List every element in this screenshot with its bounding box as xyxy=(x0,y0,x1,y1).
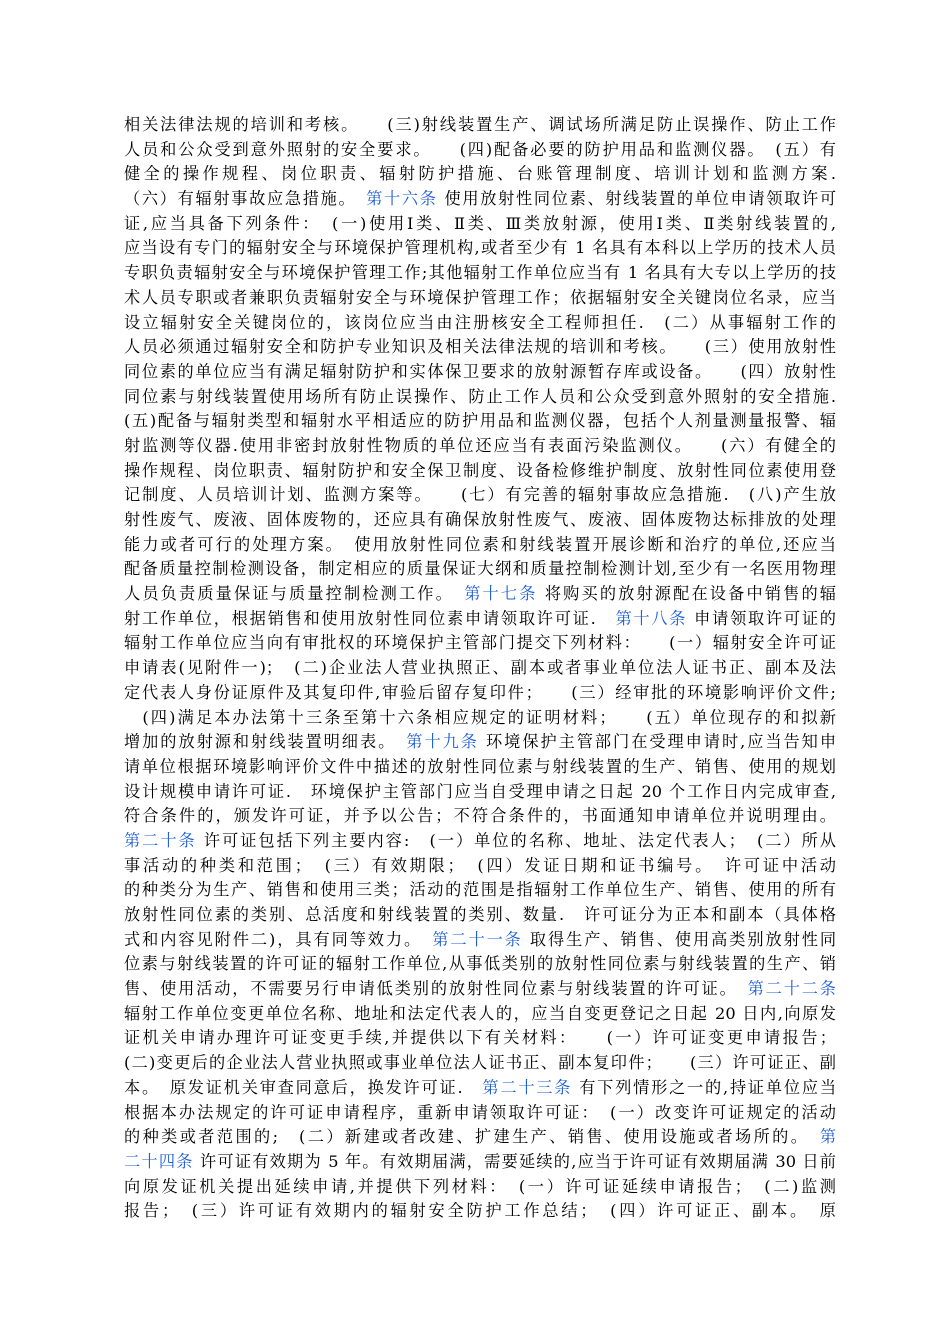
line-text: 符合条件的，颁发许可证，并予以公告；不符合条件的，书面通知申请单位并说明理由。 xyxy=(124,806,836,826)
line-text: 专职负责辐射安全与环境保护管理工作;其他辐射工作单位应当有 1 名具有大专以上学历的技 xyxy=(124,263,836,283)
text-line xyxy=(124,1026,836,1051)
text-line xyxy=(124,656,836,681)
line-text: 使用放射性同位素、射线装置的单位申请领取许可 xyxy=(437,189,836,209)
line-text: 放射性同位素的类别、总活度和射线装置的类别、数量. 许可证分为正本和副本（具体格 xyxy=(124,905,836,924)
text-line xyxy=(124,434,836,459)
text-line xyxy=(124,706,836,731)
text-line xyxy=(124,928,836,953)
text-line xyxy=(124,138,836,163)
article-number: 二十四条 xyxy=(124,1151,194,1171)
line-text: 记制度、人员培训计划、监测方案等。 (七）有完善的辐射事故应急措施. (八)产生放 xyxy=(124,485,836,505)
article-number: 第十六条 xyxy=(366,189,438,209)
line-text: 人员负责质量保证与质量控制检测工作。 xyxy=(124,584,465,604)
text-line xyxy=(124,385,836,410)
text-line xyxy=(124,1199,836,1224)
line-text: 位素与射线装置的许可证的辐射工作单位,从事低类别的放射性同位素与射线装置的生产、销 xyxy=(124,954,836,974)
text-line xyxy=(124,903,836,928)
line-text: 取得生产、销售、使用高类别放射性同 xyxy=(522,929,836,949)
text-line xyxy=(124,952,836,977)
line-text: 能力或者可行的处理方案。 使用放射性同位素和射线装置开展诊断和治疗的单位,还应当 xyxy=(124,534,836,554)
text-line xyxy=(124,212,836,237)
article-number: 第二十二条 xyxy=(747,979,836,999)
line-text: 操作规程、岗位职责、辐射防护和安全保卫制度、设备检修维护制度、放射性同位素使用登 xyxy=(124,460,836,480)
line-text: 设计规模申请许可证. 环境保护主管部门应当自受理申请之日起 20 个工作日内完成审查, xyxy=(124,781,836,801)
text-line xyxy=(124,1175,836,1200)
text-line xyxy=(124,1101,836,1126)
line-text: 根据本办法规定的许可证申请程序，重新申请领取许可证： (一）改变许可证规定的活动 xyxy=(124,1102,836,1122)
text-line xyxy=(124,483,836,508)
line-text: (二)变更后的企业法人营业执照或事业单位法人证书正、副本复印件； (三）许可证正、副 xyxy=(124,1053,836,1073)
line-text: 证,应当具备下列条件： (一)使用Ⅰ类、Ⅱ类、Ⅲ类放射源，使用Ⅰ类、Ⅱ类射线装置的, xyxy=(124,213,836,233)
text-line xyxy=(124,261,836,286)
text-line xyxy=(124,1076,836,1101)
text-line xyxy=(124,557,836,582)
text-line xyxy=(124,1150,836,1175)
text-line xyxy=(124,162,836,187)
text-line xyxy=(124,780,836,805)
line-text: 设立辐射安全关键岗位的，该岗位应当由注册核安全工程师担任. (二）从事辐射工作的 xyxy=(124,312,836,332)
line-text: （六）有辐射事故应急措施。 xyxy=(124,189,367,209)
text-line xyxy=(124,1002,836,1027)
text-line xyxy=(124,459,836,484)
line-text: 射工作单位，根据销售和使用放射性同位素申请领取许可证. xyxy=(124,608,616,628)
line-text: 报告； (三）许可证有效期内的辐射安全防护工作总结； (四）许可证正、副本。 原 xyxy=(124,1201,836,1221)
article-number: 第二十三条 xyxy=(482,1077,573,1097)
text-line xyxy=(124,508,836,533)
text-line xyxy=(124,360,836,385)
line-text: 相关法律法规的培训和考核。 (三)射线装置生产、调试场所满足防止误操作、防止工作 xyxy=(124,115,836,134)
text-line xyxy=(124,681,836,706)
line-text: 人员必须通过辐射安全和防护专业知识及相关法律法规的培训和考核。 (三）使用放射性 xyxy=(124,337,836,357)
line-text: 术人员专职或者兼职负责辐射安全与环境保护管理工作；依据辐射安全关键岗位名录，应当 xyxy=(124,287,836,307)
article-number: 第十九条 xyxy=(406,732,479,752)
line-text: 同位素与射线装置使用场所有防止误操作、防止工作人员和公众受到意外照射的安全措施. xyxy=(124,386,836,406)
article-number: 第 xyxy=(819,1127,836,1147)
text-line xyxy=(124,829,836,854)
article-number: 第十八条 xyxy=(615,608,688,628)
line-text: 许可证包括下列主要内容: (一）单位的名称、地址、法定代表人； (二）所从 xyxy=(196,830,836,850)
text-line xyxy=(124,607,836,632)
line-text: 请单位根据环境影响评价文件中描述的放射性同位素与射线装置的生产、销售、使用的规划 xyxy=(124,756,836,776)
text-line xyxy=(124,236,836,261)
line-text: 健全的操作规程、岗位职责、辐射防护措施、台账管理制度、培训计划和监测方案. xyxy=(124,164,836,184)
line-text: 售、使用活动，不需要另行申请低类别的放射性同位素与射线装置的许可证。 xyxy=(124,979,748,999)
text-line xyxy=(124,631,836,656)
line-text: 同位素的单位应当有满足辐射防护和实体保卫要求的放射源暂存库或设备。 (四）放射性 xyxy=(124,361,836,381)
article-number: 第二十条 xyxy=(124,830,197,850)
text-line xyxy=(124,582,836,607)
document-body xyxy=(124,113,836,1224)
text-line xyxy=(124,854,836,879)
line-text: 许可证有效期为 5 年。有效期届满，需要延续的,应当于许可证有效期届满 30 日前 xyxy=(193,1151,836,1171)
line-text: 向原发证机关提出延续申请,并提供下列材料： (一）许可证延续申请报告； (二)监测 xyxy=(124,1176,836,1196)
line-text: 环境保护主管部门在受理申请时,应当告知申 xyxy=(478,732,836,752)
line-text: 辐射工作单位变更单位名称、地址和法定代表人的，应当自变更登记之日起 20 日内,向原发 xyxy=(124,1003,836,1023)
text-line xyxy=(124,113,836,138)
line-text: 的种类或者范围的; (二）新建或者改建、扩建生产、销售、使用设施或者场所的。 xyxy=(124,1127,820,1147)
line-text: 辐射工作单位应当向有审批权的环境保护主管部门提交下列材料： (一）辐射安全许可证 xyxy=(124,633,836,653)
line-text: 证机关申请办理许可证变更手续,并提供以下有关材料： (一）许可证变更申请报告； xyxy=(124,1028,836,1048)
text-line xyxy=(124,977,836,1002)
article-number: 第二十一条 xyxy=(432,929,523,949)
text-line xyxy=(124,730,836,755)
text-line xyxy=(124,335,836,360)
text-line xyxy=(124,286,836,311)
line-text: 事活动的种类和范围； (三）有效期限； (四）发证日期和证书编号。 许可证中活动 xyxy=(124,855,836,875)
line-text: 增加的放射源和射线装置明细表。 xyxy=(124,732,407,752)
line-text: 人员和公众受到意外照射的安全要求。 (四)配备必要的防护用品和监测仪器。 (五）有 xyxy=(124,139,836,159)
line-text: 将购买的放射源配在设备中销售的辐 xyxy=(537,584,836,604)
text-line xyxy=(124,755,836,780)
line-text: 本。 原发证机关审查同意后，换发许可证. xyxy=(124,1077,483,1097)
line-text: 申请表(见附件一)； (二)企业法人营业执照正、副本或者事业单位法人证书正、副本及法 xyxy=(124,658,836,678)
text-line xyxy=(124,1125,836,1150)
line-text: 射性废气、废液、固体废物的，还应具有确保放射性废气、废液、固体废物达标排放的处理 xyxy=(124,510,836,529)
text-line xyxy=(124,409,836,434)
line-text: 应当设有专门的辐射安全与环境保护管理机构,或者至少有 1 名具有本科以上学历的技术人员 xyxy=(124,238,836,258)
text-line xyxy=(124,878,836,903)
article-number: 第十七条 xyxy=(464,584,538,604)
text-line xyxy=(124,187,836,212)
line-text: 申请领取许可证的 xyxy=(687,608,836,628)
line-text: 有下列情形之一的,持证单位应当 xyxy=(572,1077,836,1097)
line-text: 射监测等仪器.使用非密封放射性物质的单位还应当有表面污染监测仪。 (六）有健全的 xyxy=(124,435,836,455)
line-text: 的种类分为生产、销售和使用三类；活动的范围是指辐射工作单位生产、销售、使用的所有 xyxy=(124,880,836,900)
line-text: 配备质量控制检测设备，制定相应的质量保证大纲和质量控制检测计划,至少有一名医用物理 xyxy=(124,559,836,579)
text-line xyxy=(124,533,836,558)
text-line xyxy=(124,804,836,829)
line-text: 式和内容见附件二)，具有同等效力。 xyxy=(124,929,433,949)
line-text: 定代表人身份证原件及其复印件,审验后留存复印件； (三）经审批的环境影响评价文件; xyxy=(124,682,836,702)
text-line xyxy=(124,1051,836,1076)
text-line xyxy=(124,311,836,336)
line-text: (五)配备与辐射类型和辐射水平相适应的防护用品和监测仪器，包括个人剂量测量报警、辐 xyxy=(124,411,836,431)
line-text: (四)满足本办法第十三条至第十六条相应规定的证明材料； (五）单位现存的和拟新 xyxy=(124,707,836,727)
